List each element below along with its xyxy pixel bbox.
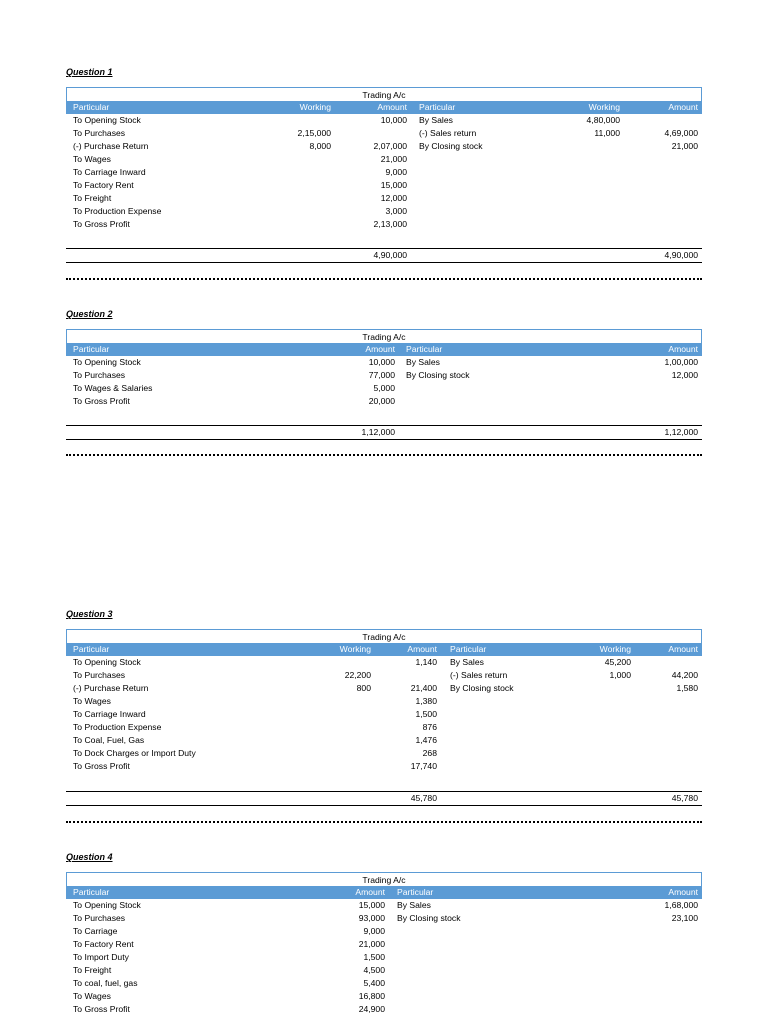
- ledger-row: [66, 356, 702, 369]
- credit-particular: By Sales: [406, 357, 440, 367]
- debit-amount: 93,000: [358, 913, 385, 923]
- debit-working: [276, 192, 331, 205]
- credit-amount: 23,100: [671, 913, 698, 923]
- credit-particular: By Sales: [450, 657, 484, 667]
- debit-particular: To Freight: [73, 965, 112, 975]
- ledger-row: [66, 140, 702, 153]
- ledger-row: [66, 1003, 702, 1016]
- trading-account-caption: Trading A/c: [66, 87, 702, 101]
- debit-amount: 1,476: [415, 735, 437, 745]
- header-amount-right: Amount: [668, 102, 698, 112]
- ledger-row: [66, 695, 702, 708]
- header-particular-left: Particular: [73, 644, 110, 654]
- question-2-title: Question 2: [66, 309, 113, 319]
- total-right: 45,780: [671, 793, 698, 803]
- debit-amount: 5,400: [363, 978, 385, 988]
- header-row: [66, 101, 702, 114]
- debit-amount: 876: [422, 722, 437, 732]
- debit-amount: 1,140: [415, 657, 437, 667]
- ledger-row: [66, 721, 702, 734]
- ledger-row: [66, 205, 702, 218]
- debit-particular: (-) Purchase Return: [73, 683, 149, 693]
- credit-working: [571, 682, 631, 695]
- debit-particular: To Opening Stock: [73, 115, 141, 125]
- header-particular-right: Particular: [450, 644, 487, 654]
- debit-particular: To coal, fuel, gas: [73, 978, 138, 988]
- question-1-rows: [66, 114, 702, 231]
- ledger-row: [66, 912, 702, 925]
- totals-row: [66, 248, 702, 263]
- ledger-row: [66, 734, 702, 747]
- ledger-row: [66, 192, 702, 205]
- debit-amount: 1,380: [415, 696, 437, 706]
- debit-particular: To Opening Stock: [73, 900, 141, 910]
- debit-particular: To Purchases: [73, 670, 126, 680]
- debit-working: [316, 656, 371, 669]
- debit-particular: To Production Expense: [73, 722, 162, 732]
- header-amount-left: Amount: [355, 887, 385, 897]
- ledger-row: [66, 369, 702, 382]
- ledger-row: [66, 166, 702, 179]
- header-row: [66, 643, 702, 656]
- ledger-row: [66, 990, 702, 1003]
- debit-particular: To Opening Stock: [73, 357, 141, 367]
- ledger-row: [66, 114, 702, 127]
- ledger-row: [66, 977, 702, 990]
- credit-particular: (-) Sales return: [450, 670, 508, 680]
- header-particular-right: Particular: [397, 887, 434, 897]
- dotted-separator: [66, 454, 702, 456]
- total-left: 45,780: [410, 793, 437, 803]
- question-3-title: Question 3: [66, 609, 113, 619]
- credit-particular: (-) Sales return: [419, 128, 477, 138]
- question-3-rows: [66, 656, 702, 773]
- ledger-row: [66, 747, 702, 760]
- ledger-row: [66, 925, 702, 938]
- debit-working: [316, 708, 371, 721]
- debit-working: 8,000: [309, 141, 331, 151]
- ledger-row: [66, 669, 702, 682]
- credit-particular: By Closing stock: [406, 370, 470, 380]
- header-particular-left: Particular: [73, 102, 110, 112]
- question-1-title: Question 1: [66, 67, 113, 77]
- totals-row: [66, 791, 702, 806]
- debit-particular: To Wages: [73, 154, 111, 164]
- debit-amount: 268: [422, 748, 437, 758]
- debit-particular: To Carriage: [73, 926, 118, 936]
- totals-row: [66, 425, 702, 440]
- total-right: 1,12,000: [664, 427, 698, 437]
- credit-particular: By Closing stock: [397, 913, 461, 923]
- debit-working: [316, 721, 371, 734]
- debit-particular: To Wages & Salaries: [73, 383, 153, 393]
- debit-particular: To Gross Profit: [73, 396, 130, 406]
- debit-amount: 10,000: [380, 115, 407, 125]
- debit-particular: To Import Duty: [73, 952, 129, 962]
- question-2-rows: [66, 356, 702, 408]
- credit-working: [563, 140, 620, 153]
- debit-particular: To Dock Charges or Import Duty: [73, 748, 196, 758]
- debit-particular: To Gross Profit: [73, 761, 130, 771]
- debit-amount: 24,900: [358, 1004, 385, 1014]
- ledger-row: [66, 682, 702, 695]
- header-row: [66, 886, 702, 899]
- ledger-row: [66, 760, 702, 773]
- ledger-row: [66, 127, 702, 140]
- debit-particular: To Purchases: [73, 370, 126, 380]
- debit-amount: 5,000: [373, 383, 395, 393]
- debit-amount: 9,000: [363, 926, 385, 936]
- header-working-right: Working: [599, 644, 631, 654]
- debit-amount: 20,000: [368, 396, 395, 406]
- debit-particular: To Gross Profit: [73, 219, 130, 229]
- debit-amount: 1,500: [363, 952, 385, 962]
- ledger-row: [66, 964, 702, 977]
- debit-particular: To Production Expense: [73, 206, 162, 216]
- debit-amount: 1,500: [415, 709, 437, 719]
- debit-amount: 2,07,000: [373, 141, 407, 151]
- debit-particular: To Purchases: [73, 128, 126, 138]
- ledger-row: [66, 382, 702, 395]
- credit-working: 45,200: [604, 657, 631, 667]
- header-row: [66, 343, 702, 356]
- debit-particular: To Carriage Inward: [73, 167, 146, 177]
- trading-account-caption: Trading A/c: [66, 329, 702, 343]
- debit-amount: 21,400: [410, 683, 437, 693]
- debit-working: [276, 114, 331, 127]
- debit-particular: To Freight: [73, 193, 112, 203]
- debit-particular: To Factory Rent: [73, 939, 134, 949]
- header-particular-right: Particular: [406, 344, 443, 354]
- dotted-separator: [66, 278, 702, 280]
- debit-working: [276, 205, 331, 218]
- credit-amount: 44,200: [671, 670, 698, 680]
- total-left: 4,90,000: [373, 250, 407, 260]
- trading-account-caption: Trading A/c: [66, 629, 702, 643]
- credit-particular: By Closing stock: [419, 141, 483, 151]
- debit-particular: To Carriage Inward: [73, 709, 146, 719]
- debit-particular: (-) Purchase Return: [73, 141, 149, 151]
- debit-particular: To Purchases: [73, 913, 126, 923]
- header-working-left: Working: [299, 102, 331, 112]
- header-working-left: Working: [339, 644, 371, 654]
- question-3-trading-account: [66, 629, 702, 803]
- debit-particular: To Wages: [73, 991, 111, 1001]
- debit-working: [316, 747, 371, 760]
- debit-amount: 77,000: [368, 370, 395, 380]
- dotted-separator: [66, 821, 702, 823]
- debit-working: [276, 179, 331, 192]
- debit-particular: To Coal, Fuel, Gas: [73, 735, 145, 745]
- header-amount-left: Amount: [377, 102, 407, 112]
- header-amount-right: Amount: [668, 644, 698, 654]
- debit-amount: 2,13,000: [373, 219, 407, 229]
- header-amount-right: Amount: [668, 887, 698, 897]
- debit-amount: 21,000: [358, 939, 385, 949]
- debit-particular: To Wages: [73, 696, 111, 706]
- debit-amount: 10,000: [368, 357, 395, 367]
- credit-amount: 12,000: [671, 370, 698, 380]
- credit-amount: 1,580: [676, 683, 698, 693]
- debit-working: [276, 153, 331, 166]
- debit-particular: To Gross Profit: [73, 1004, 130, 1014]
- debit-working: 2,15,000: [297, 128, 331, 138]
- credit-amount: 4,69,000: [664, 128, 698, 138]
- debit-particular: To Opening Stock: [73, 657, 141, 667]
- question-4-trading-account: [66, 872, 702, 1016]
- debit-amount: 21,000: [380, 154, 407, 164]
- ledger-row: [66, 395, 702, 408]
- header-working-right: Working: [588, 102, 620, 112]
- credit-amount: [636, 656, 698, 669]
- credit-particular: By Sales: [397, 900, 431, 910]
- total-right: 4,90,000: [664, 250, 698, 260]
- debit-particular: To Factory Rent: [73, 180, 134, 190]
- credit-working: 4,80,000: [586, 115, 620, 125]
- credit-amount: 21,000: [671, 141, 698, 151]
- debit-amount: 15,000: [358, 900, 385, 910]
- debit-amount: [379, 669, 437, 682]
- debit-amount: 9,000: [385, 167, 407, 177]
- question-2-trading-account: [66, 329, 702, 437]
- ledger-row: [66, 708, 702, 721]
- ledger-row: [66, 179, 702, 192]
- credit-amount: [636, 114, 698, 127]
- credit-amount: 1,68,000: [664, 900, 698, 910]
- header-particular-right: Particular: [419, 102, 456, 112]
- debit-working: 800: [356, 683, 371, 693]
- debit-amount: [348, 127, 407, 140]
- debit-amount: 3,000: [385, 206, 407, 216]
- debit-working: 22,200: [344, 670, 371, 680]
- debit-amount: 15,000: [380, 180, 407, 190]
- ledger-row: [66, 218, 702, 231]
- debit-amount: 16,800: [358, 991, 385, 1001]
- ledger-row: [66, 951, 702, 964]
- ledger-row: [66, 656, 702, 669]
- debit-amount: 12,000: [380, 193, 407, 203]
- debit-amount: 4,500: [363, 965, 385, 975]
- debit-amount: 17,740: [410, 761, 437, 771]
- debit-working: [276, 218, 331, 231]
- ledger-row: [66, 899, 702, 912]
- header-amount-left: Amount: [407, 644, 437, 654]
- header-amount-right: Amount: [668, 344, 698, 354]
- header-particular-left: Particular: [73, 344, 110, 354]
- ledger-row: [66, 938, 702, 951]
- credit-working: 11,000: [594, 128, 620, 138]
- ledger-row: [66, 153, 702, 166]
- header-amount-left: Amount: [365, 344, 395, 354]
- total-left: 1,12,000: [361, 427, 395, 437]
- debit-working: [316, 695, 371, 708]
- credit-working: 1,000: [609, 670, 631, 680]
- debit-working: [316, 734, 371, 747]
- question-4-rows: [66, 899, 702, 1016]
- debit-working: [316, 760, 371, 773]
- trading-account-caption: Trading A/c: [66, 872, 702, 886]
- credit-particular: By Closing stock: [450, 683, 514, 693]
- credit-amount: 1,00,000: [664, 357, 698, 367]
- credit-particular: By Sales: [419, 115, 453, 125]
- header-particular-left: Particular: [73, 887, 110, 897]
- debit-working: [276, 166, 331, 179]
- question-4-title: Question 4: [66, 852, 113, 862]
- question-1-trading-account: [66, 87, 702, 260]
